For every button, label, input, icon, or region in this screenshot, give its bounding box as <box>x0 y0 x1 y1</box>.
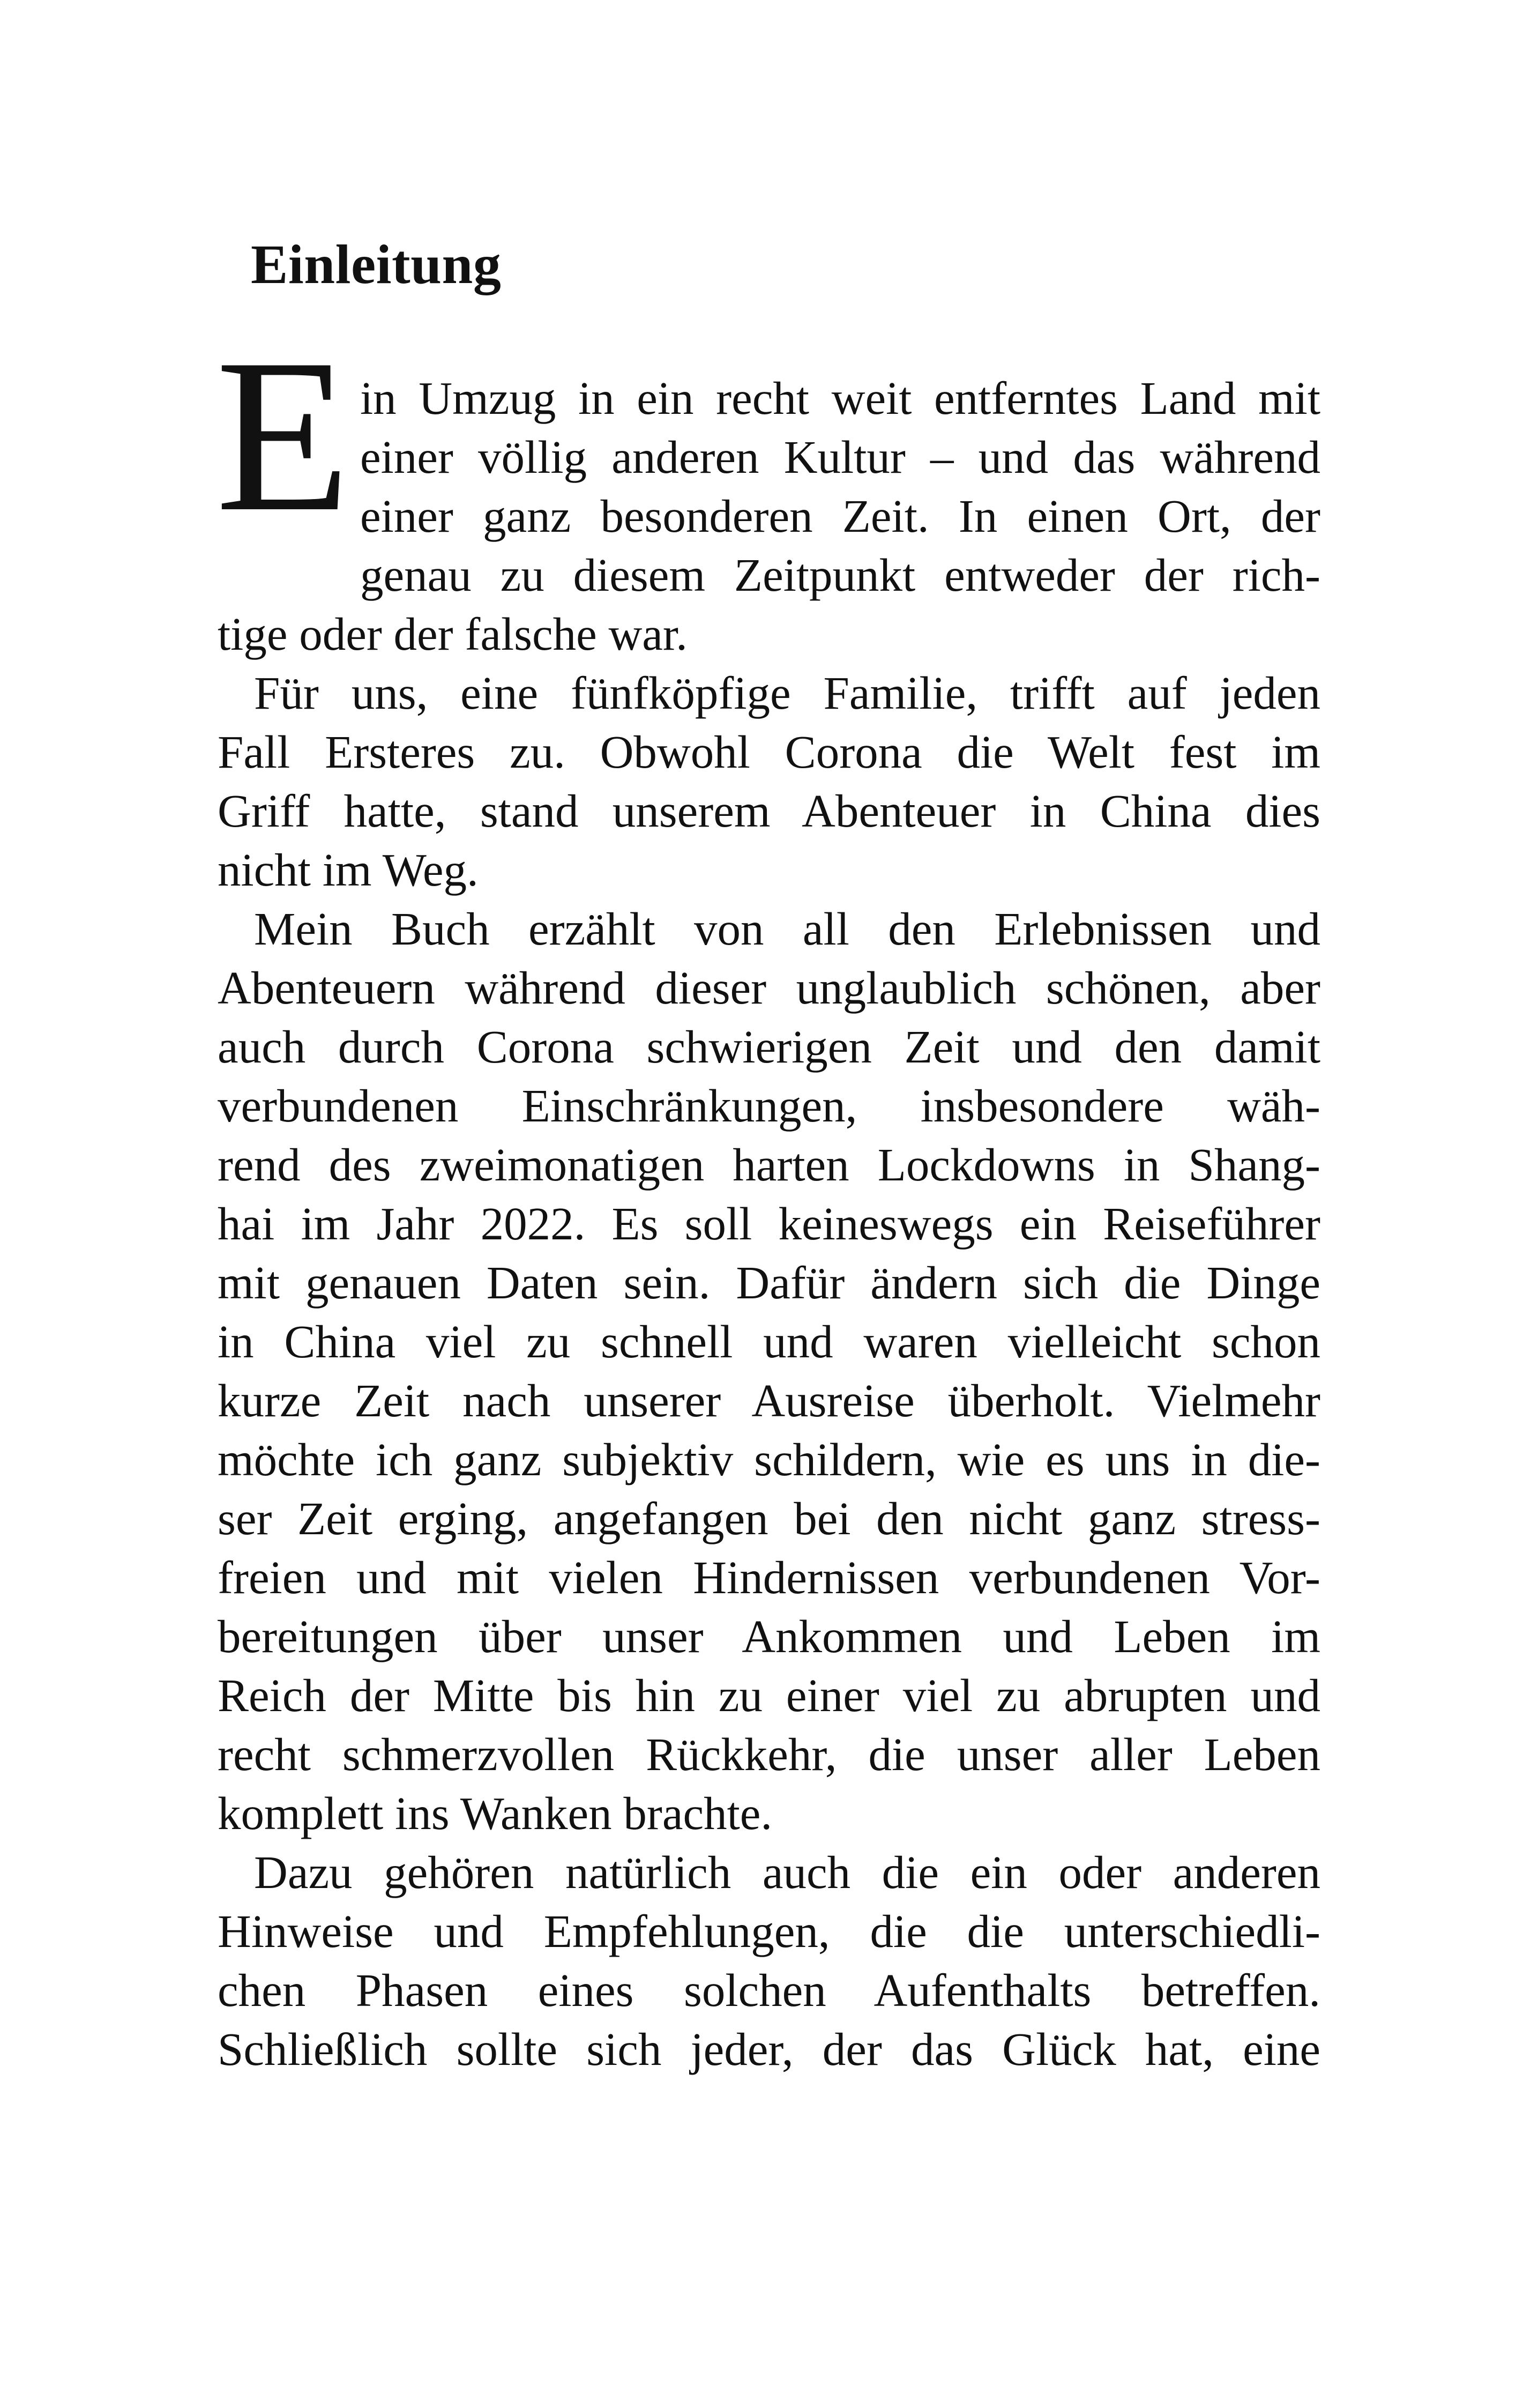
dropcap-letter-glyph: E <box>215 348 350 525</box>
text-line: rend des zweimonatigen harten Lockdowns in Shang- <box>218 1139 1320 1191</box>
text-line: in China viel zu schnell und waren vielleicht schon <box>218 1316 1320 1367</box>
text-line: Für uns, eine fünfköpfige Familie, trifft auf jeden <box>254 667 1320 719</box>
text-line: genau zu diesem Zeitpunkt entweder der rich- <box>360 549 1320 601</box>
text-line: Fall Ersteres zu. Obwohl Corona die Welt fest im <box>218 726 1320 778</box>
text-line: auch durch Corona schwierigen Zeit und den damit <box>218 1021 1320 1073</box>
text-line: Griff hatte, stand unserem Abenteuer in China dies <box>218 785 1320 837</box>
text-line: Schließlich sollte sich jeder, der das Glück hat, eine <box>218 2023 1320 2075</box>
text-line: Dazu gehören natürlich auch die ein oder anderen <box>254 1846 1320 1898</box>
text-line: komplett ins Wanken brachte. <box>218 1787 773 1839</box>
text-line: verbundenen Einschränkungen, insbesondere wäh- <box>218 1080 1320 1132</box>
chapter-heading: Einleitung <box>251 234 502 295</box>
text-line: tige oder der falsche war. <box>218 608 688 660</box>
text-line: einer völlig anderen Kultur – und das während <box>360 431 1320 483</box>
text-line: möchte ich ganz subjektiv schildern, wie es uns in die- <box>218 1433 1320 1485</box>
text-line: in Umzug in ein recht weit entferntes Land mit <box>360 372 1320 424</box>
text-line: recht schmerzvollen Rückkehr, die unser aller Leben <box>218 1728 1320 1780</box>
text-line: Abenteuern während dieser unglaublich schönen, aber <box>218 962 1320 1014</box>
dropcap-letter <box>214 348 354 525</box>
text-line: freien und mit vielen Hindernissen verbundenen Vor- <box>218 1551 1320 1603</box>
text-line: hai im Jahr 2022. Es soll keineswegs ein Reiseführer <box>218 1198 1320 1250</box>
text-line: Mein Buch erzählt von all den Erlebnissen und <box>254 903 1320 955</box>
text-line: chen Phasen eines solchen Aufenthalts betreffen. <box>218 1964 1320 2016</box>
text-line: mit genauen Daten sein. Dafür ändern sich die Dinge <box>218 1257 1320 1309</box>
text-line: bereitungen über unser Ankommen und Leben im <box>218 1610 1320 1662</box>
text-line: Reich der Mitte bis hin zu einer viel zu abrupten und <box>218 1669 1320 1721</box>
text-line: einer ganz besonderen Zeit. In einen Ort, der <box>360 490 1320 542</box>
text-line: kurze Zeit nach unserer Ausreise überholt. Vielmehr <box>218 1374 1320 1426</box>
text-line: nicht im Weg. <box>218 844 479 896</box>
text-line: Hinweise und Empfehlungen, die die unterschiedli- <box>218 1905 1320 1957</box>
text-line: ser Zeit erging, angefangen bei den nicht ganz stress- <box>218 1492 1320 1544</box>
